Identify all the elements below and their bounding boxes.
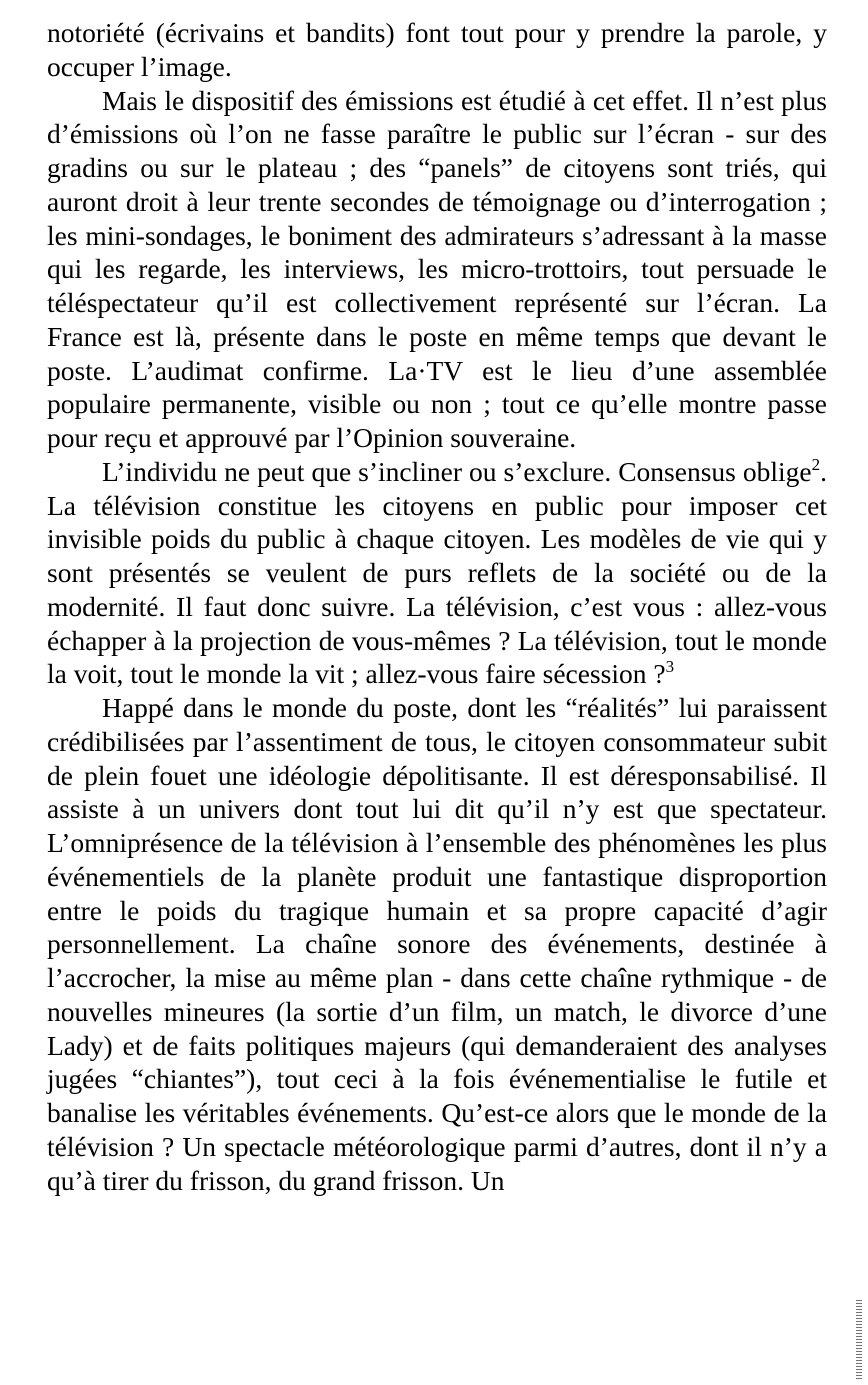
footnote-marker-2: 2 <box>811 454 821 474</box>
paragraph-2-text: Mais le dispositif des émissions est étudié à cet effet. Il n’est plus d’émissions où l’on ne fasse paraître le public sur l’écran - sur des gradins ou sur le plateau ; des “panels” de citoyens sont triés, qui auront droit à leur trente secondes de témoignage ou d’interrogation ; les mini-sondages, le boniment des admirateurs s’adressant à la masse qui les regarde, les interviews, les micro-trottoirs, tout persuade le téléspectateur qu’il est collectivement représenté sur l’écran. La France est là, présente dans le poste en même temps que devant le poste. L’audimat confirme. La·TV est le lieu d’une assemblée populaire permanente, visible ou non ; tout ce qu’elle montre passe pour reçu et approuvé par l’Opinion souveraine. <box>47 84 827 453</box>
paragraph-1 <box>47 16 827 84</box>
paragraph-4-text: Happé dans le monde du poste, dont les “réalités” lui paraissent crédibilisées par l’assentiment de tous, le citoyen consommateur subit de plein fouet une idéologie dépolitisante. Il est déresponsabilisé. Il assiste à un univers dont tout lui dit qu’il n’y est que spectateur. L’omniprésence de la télévision à l’ensemble des phénomènes les plus événementiels de la planète produit une fantastique disproportion entre le poids du tragique humain et sa propre capacité d’agir personnellement. La chaîne sonore des événements, destinée à l’accrocher, la mise au même plan - dans cette chaîne rythmique - de nouvelles mineures (la sortie d’un film, un match, le divorce d’une Lady) et de faits politiques majeurs (qui demanderaient des analyses jugées “chiantes”), tout ceci à la fois événementialise le futile et banalise les véritables événements. Qu’est-ce alors que le monde de la télévision ? Un spectacle météorologique parmi d’autres, dont il n’y a qu’à tirer du frisson, du grand frisson. Un <box>47 692 827 1196</box>
paragraph-4 <box>47 691 827 1197</box>
paragraph-2 <box>47 84 827 455</box>
paragraph-3 <box>47 455 827 691</box>
paragraph-3-text-end: . La télévision constitue les citoyens en public pour imposer cet invisible poids du public à chaque citoyen. Les modèles de vie qui y sont présentés se veulent de purs reflets de la société ou de la modernité. Il faut donc suivre. La télévision, c’est vous : allez-vous échapper à la projection de vous-mêmes ? La télévision, tout le monde la voit, tout le monde la vit ; allez-vous faire sécession ? <box>47 455 827 690</box>
scan-edge-artifact <box>856 1300 862 1380</box>
document-page <box>47 16 827 1197</box>
paragraph-1-text: notoriété (écrivains et bandits) font tout pour y prendre la parole, y occuper l’image. <box>47 17 827 82</box>
paragraph-3-text-start: L’individu ne peut que s’incliner ou s’exclure. Consensus oblige <box>102 455 812 487</box>
footnote-marker-3: 3 <box>665 657 675 677</box>
